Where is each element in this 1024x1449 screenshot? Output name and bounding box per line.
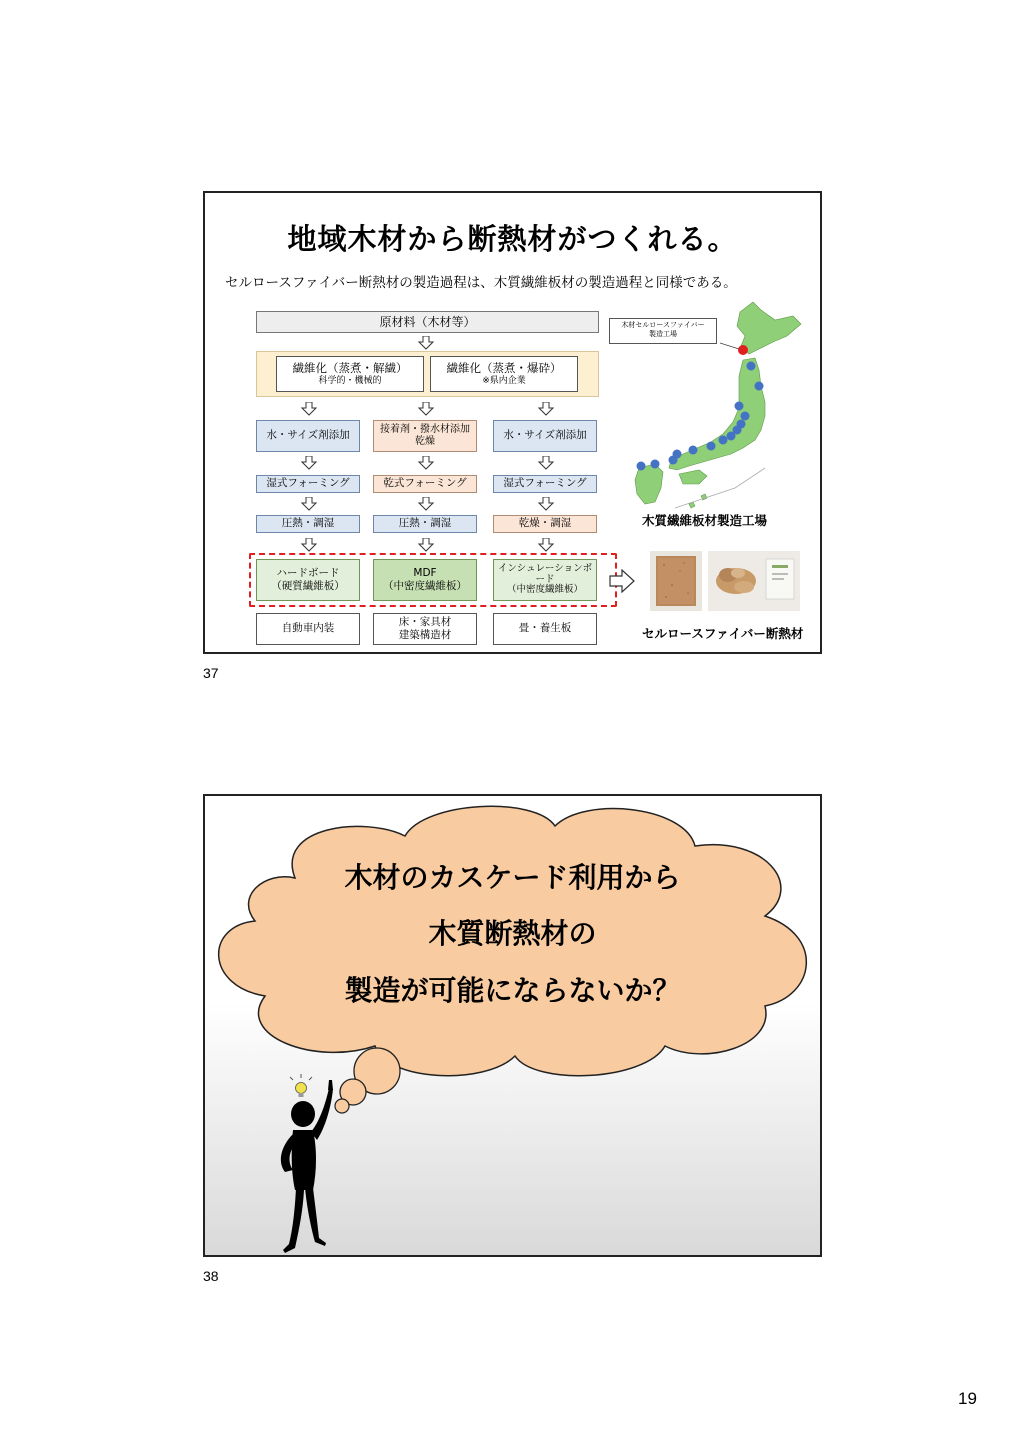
- down-arrow-icon: [418, 497, 434, 511]
- col3-press-box: [493, 515, 597, 533]
- right-arrow-icon: [609, 569, 635, 593]
- col3-use-box: [493, 613, 597, 645]
- light-bulb-icon: [290, 1074, 312, 1097]
- down-arrow-icon: [538, 456, 554, 470]
- down-arrow-icon: [538, 538, 554, 552]
- col1-use-label: 自動車内装: [281, 622, 335, 635]
- thinking-person-figure: [271, 1072, 351, 1254]
- col1-use-box: [256, 613, 360, 645]
- slide-38: [203, 794, 822, 1257]
- cellulose-factory-dot: [738, 345, 748, 355]
- col1-additive-box: [256, 420, 360, 452]
- col3-product-box: [493, 559, 597, 601]
- col3-additive-box: [493, 420, 597, 452]
- cellulose-fiber-photo: [708, 551, 800, 611]
- col3-press-label: 乾燥・調湿: [518, 517, 572, 530]
- col2-product-box: [373, 559, 477, 601]
- col3-forming-label: 湿式フォーミング: [503, 477, 587, 490]
- col1-product-note: （硬質繊維板）: [271, 580, 345, 592]
- col3-forming-box: [493, 475, 597, 493]
- col2-additive-box: [373, 420, 477, 452]
- down-arrow-icon: [418, 336, 434, 350]
- col2-additive-label-2: 乾燥: [415, 436, 435, 447]
- col2-forming-label: 乾式フォーミング: [383, 477, 467, 490]
- col2-use-box: [373, 613, 477, 645]
- thought-line-2: 木質断熱材の: [428, 917, 597, 950]
- slide-number-38: 38: [203, 1268, 219, 1284]
- fiberization-right-note: ※県内企業: [482, 375, 526, 386]
- slide-title: 地域木材から断熱材がつくれる。: [287, 222, 738, 256]
- down-arrow-icon: [301, 497, 317, 511]
- down-arrow-icon: [538, 497, 554, 511]
- col2-press-box: [373, 515, 477, 533]
- map-callout-line-2: 製造工場: [649, 330, 677, 339]
- map-callout: [609, 318, 717, 344]
- col3-product-label-2: ード: [535, 573, 555, 585]
- col1-product-label: ハードボード: [276, 566, 340, 579]
- col1-forming-box: [256, 475, 360, 493]
- col1-press-label: 圧熱・調湿: [281, 517, 335, 530]
- raw-material-label: 原材料（木材等）: [379, 314, 476, 329]
- thought-line-1: 木材のカスケード利用から: [344, 861, 681, 894]
- map-caption: 木質繊維板材製造工場: [642, 513, 768, 528]
- col3-product-note: （中密度繊維板）: [506, 584, 583, 596]
- slide-number-37: 37: [203, 665, 219, 681]
- col3-use-label: 畳・養生板: [518, 622, 572, 635]
- col2-use-label-2: 建築構造材: [398, 629, 452, 641]
- col2-forming-box: [373, 475, 477, 493]
- raw-material-box: [256, 311, 599, 333]
- down-arrow-icon: [418, 402, 434, 416]
- page-number: 19: [958, 1389, 977, 1408]
- fiberization-right-box: [430, 356, 578, 392]
- down-arrow-icon: [301, 456, 317, 470]
- fiberization-left-box: [276, 356, 424, 392]
- insulation-board-photo: [650, 551, 702, 611]
- down-arrow-icon: [418, 538, 434, 552]
- col1-press-box: [256, 515, 360, 533]
- col2-press-label: 圧熱・調湿: [398, 517, 452, 530]
- col3-additive-label: 水・サイズ剤添加: [503, 429, 587, 442]
- thought-line-3: 製造が可能にならないか？: [344, 974, 681, 1007]
- col1-additive-label: 水・サイズ剤添加: [266, 429, 350, 442]
- col1-product-box: [256, 559, 360, 601]
- photo-caption: セルロースファイバー断熱材: [642, 626, 804, 641]
- col3-product-label: インシュレーションボ: [497, 562, 593, 574]
- col1-forming-label: 湿式フォーミング: [266, 477, 350, 490]
- down-arrow-icon: [538, 402, 554, 416]
- map-callout-line-1: 木材セルロースファイバー: [621, 321, 705, 329]
- down-arrow-icon: [301, 402, 317, 416]
- col2-product-note: （中密度繊維板）: [383, 580, 467, 592]
- slide-subtitle: セルロースファイバー断熱材の製造過程は、木質繊維板材の製造過程と同様である。: [225, 275, 737, 291]
- col2-additive-label: 接着剤・撥水材添加: [380, 423, 470, 435]
- col2-use-label: 床・家具材: [398, 615, 452, 628]
- slide-37: [203, 191, 822, 654]
- down-arrow-icon: [301, 538, 317, 552]
- fiberization-right-label: 繊維化（蒸煮・爆砕）: [446, 361, 562, 376]
- fiberization-left-note: 科学的・機械的: [318, 375, 382, 386]
- fiberization-left-label: 繊維化（蒸煮・解繊）: [292, 361, 408, 376]
- col2-product-label: MDF: [413, 566, 437, 579]
- down-arrow-icon: [418, 456, 434, 470]
